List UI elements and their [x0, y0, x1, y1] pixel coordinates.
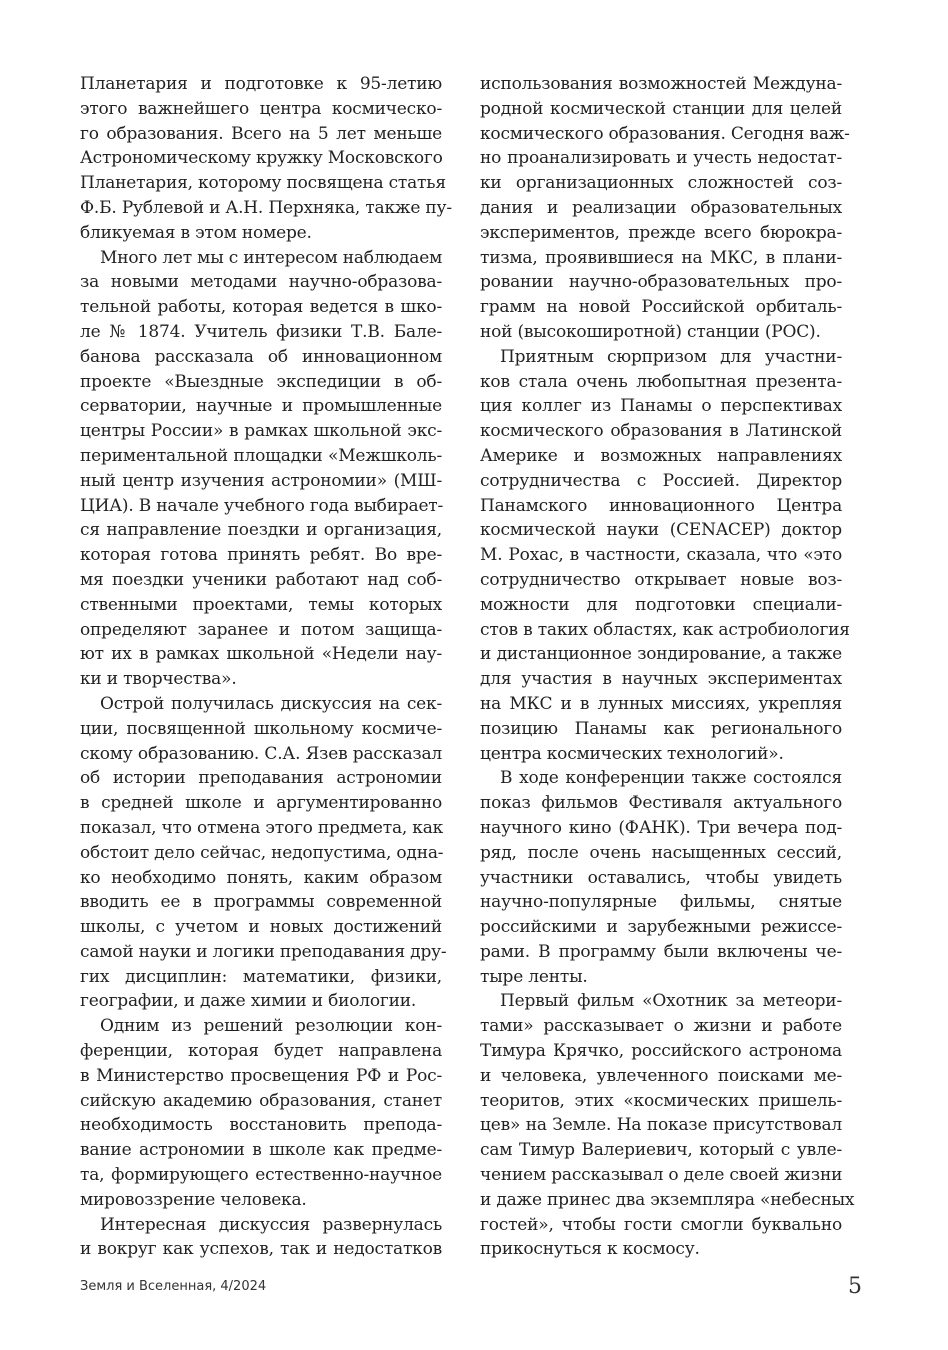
text-line: но проанализировать и учесть недостат-	[480, 148, 842, 169]
text-line: можности для подготовки специали-	[480, 594, 842, 615]
text-line: сотрудничества с Россией. Директор	[480, 470, 842, 491]
text-line: определяют заранее и потом защища-	[80, 619, 442, 640]
text-line: проекте «Выездные экспедиции в об-	[80, 371, 442, 392]
text-line: тыре ленты.	[480, 966, 588, 987]
page-number: 5	[848, 1274, 862, 1299]
text-line: в Министерство просвещения РФ и Рос-	[80, 1065, 442, 1086]
text-line: гостей», чтобы гости смогли буквально	[480, 1214, 842, 1235]
text-line: научно-популярные фильмы, снятые	[480, 892, 842, 913]
text-line: тельной работы, которая ведется в шко-	[80, 297, 442, 318]
text-line: географии, и даже химии и биологии.	[80, 991, 417, 1012]
text-line: скому образованию. С.А. Язев рассказал	[80, 743, 442, 764]
text-line: Панамского инновационного Центра	[480, 495, 842, 516]
text-line: обстоит дело сейчас, недопустима, одна-	[80, 842, 444, 863]
text-line: ЦИА). В начале учебного года выбирает-	[80, 495, 444, 516]
text-line: прикоснуться к космосу.	[480, 1239, 700, 1260]
text-line: на МКС и в лунных миссиях, укрепляя	[480, 693, 842, 714]
text-line: Планетария и подготовке к 95-летию	[80, 74, 442, 94]
text-line: экспериментов, прежде всего бюрокра-	[480, 222, 842, 243]
text-line: та, формирующего естественно-научное	[80, 1165, 442, 1186]
text-line: школы, с учетом и новых достижений	[80, 917, 442, 938]
text-line: вводить ее в программы современной	[80, 892, 442, 913]
text-line: го образования. Всего на 5 лет меньше	[80, 123, 442, 144]
text-line: позицию Панамы как регионального	[480, 718, 842, 739]
text-line: ровании научно-образовательных про-	[480, 272, 842, 293]
text-line: использования возможностей Междуна-	[480, 74, 842, 94]
text-line: Астрономическому кружку Московского	[80, 148, 443, 169]
text-line: ции, посвященной школьному космиче-	[80, 718, 442, 739]
text-line: Ф.Б. Рублевой и А.Н. Перхняка, также пу-	[80, 197, 452, 218]
text-line: ся направление поездки и организация,	[80, 520, 442, 541]
text-line: ки организационных сложностей соз-	[480, 173, 842, 194]
text-line: бликуемая в этом номере.	[80, 222, 312, 243]
text-line: тами» рассказывает о жизни и работе	[480, 1016, 842, 1037]
text-line: Острой получилась дискуссия на сек-	[100, 693, 442, 714]
text-line: мировоззрение человека.	[80, 1189, 307, 1210]
text-line: космического образования в Латинской	[480, 421, 842, 442]
text-line: Одним из решений резолюции кон-	[100, 1016, 442, 1037]
text-line: показал, что отмена этого предмета, как	[80, 817, 444, 838]
text-line: ков стала очень любопытная презента-	[480, 371, 842, 392]
text-line: и даже принес два экземпляра «небесных	[480, 1189, 855, 1210]
text-line: Тимура Крячко, российского астронома	[480, 1041, 842, 1062]
text-line: дания и реализации образовательных	[480, 197, 842, 218]
text-line: для участия в научных экспериментах	[480, 669, 842, 690]
journal-footer: Земля и Вселенная, 4/2024	[80, 1279, 267, 1294]
text-line: ный центр изучения астрономии» (МШ-	[80, 470, 442, 491]
text-line: тизма, проявившиеся на МКС, в плани-	[480, 247, 842, 268]
text-line: российскими и зарубежными режиссе-	[480, 917, 842, 938]
text-line: цев» на Земле. На показе присутствовал	[480, 1115, 842, 1136]
text-line: показ фильмов Фестиваля актуального	[480, 793, 842, 814]
text-line: мя поездки ученики работают над соб-	[80, 569, 442, 590]
text-line: Много лет мы с интересом наблюдаем	[100, 247, 443, 268]
text-line: серватории, научные и промышленные	[80, 396, 442, 417]
text-line: ференции, которая будет направлена	[80, 1041, 442, 1062]
text-line: грамм на новой Российской орбиталь-	[480, 297, 842, 318]
text-line: необходимость восстановить препода-	[80, 1115, 442, 1136]
text-line: рами. В программу были включены че-	[480, 941, 842, 962]
text-line: ной (высокоширотной) станции (РОС).	[480, 321, 821, 342]
text-line: периментальной площадки «Межшколь-	[80, 445, 442, 466]
text-line: и вокруг как успехов, так и недостатков	[80, 1239, 442, 1260]
text-line: которая готова принять ребят. Во вре-	[80, 545, 442, 566]
text-line: ко необходимо понять, каким образом	[80, 867, 442, 888]
text-line: сам Тимур Валериевич, который с увле-	[480, 1140, 842, 1161]
text-line: Планетария, которому посвящена статья	[80, 173, 446, 194]
text-line: М. Рохас, в частности, сказала, что «это	[480, 545, 842, 566]
text-line: Америке и возможных направлениях	[480, 445, 842, 466]
text-line: научного кино (ФАНК). Три вечера под-	[480, 817, 842, 838]
text-line: участники оставались, чтобы увидеть	[480, 867, 842, 888]
text-line: космической науки (CENACEP) доктор	[480, 520, 842, 541]
text-line: Интересная дискуссия развернулась	[100, 1214, 442, 1235]
text-line: сотрудничество открывает новые воз-	[480, 569, 842, 590]
text-line: центры России» в рамках школьной экс-	[80, 421, 442, 442]
text-column-right	[480, 72, 855, 1262]
text-line: в средней школе и аргументированно	[80, 793, 442, 814]
text-line: ция коллег из Панамы о перспективах	[480, 396, 842, 417]
text-line: центра космических технологий».	[480, 743, 784, 764]
text-line: Первый фильм «Охотник за метеори-	[500, 991, 842, 1012]
text-line: ки и творчества».	[80, 669, 237, 690]
text-line: ственными проектами, темы которых	[80, 594, 442, 615]
text-line: космического образования. Сегодня важ-	[480, 123, 850, 144]
text-line: ряд, после очень насыщенных сессий,	[480, 842, 842, 863]
text-line: этого важнейшего центра космическо-	[80, 98, 442, 119]
text-line: теоритов, этих «космических пришель-	[480, 1090, 842, 1111]
text-line: самой науки и логики преподавания дру-	[80, 941, 447, 962]
text-line: гих дисциплин: математики, физики,	[80, 966, 442, 987]
text-line: В ходе конференции также состоялся	[500, 768, 842, 789]
text-line: чением рассказывал о деле своей жизни	[480, 1165, 843, 1186]
text-line: родной космической станции для целей	[480, 98, 842, 119]
text-line: и дистанционное зондирование, а также	[480, 644, 842, 665]
text-line: об истории преподавания астрономии	[80, 768, 442, 789]
text-line: за новыми методами научно-образова-	[80, 272, 442, 293]
text-line: стов в таких областях, как астробиология	[480, 619, 850, 640]
text-line: банова рассказала об инновационном	[80, 346, 442, 367]
text-line: ют их в рамках школьной «Недели нау-	[80, 644, 442, 665]
text-line: Приятным сюрпризом для участни-	[500, 346, 842, 367]
text-line: и человека, увлеченного поисками ме-	[480, 1065, 842, 1086]
text-column-left	[80, 72, 452, 1262]
text-line: ле № 1874. Учитель физики Т.В. Бале-	[80, 321, 442, 342]
text-line: сийскую академию образования, станет	[80, 1090, 442, 1111]
text-line: вание астрономии в школе как предме-	[80, 1140, 442, 1161]
